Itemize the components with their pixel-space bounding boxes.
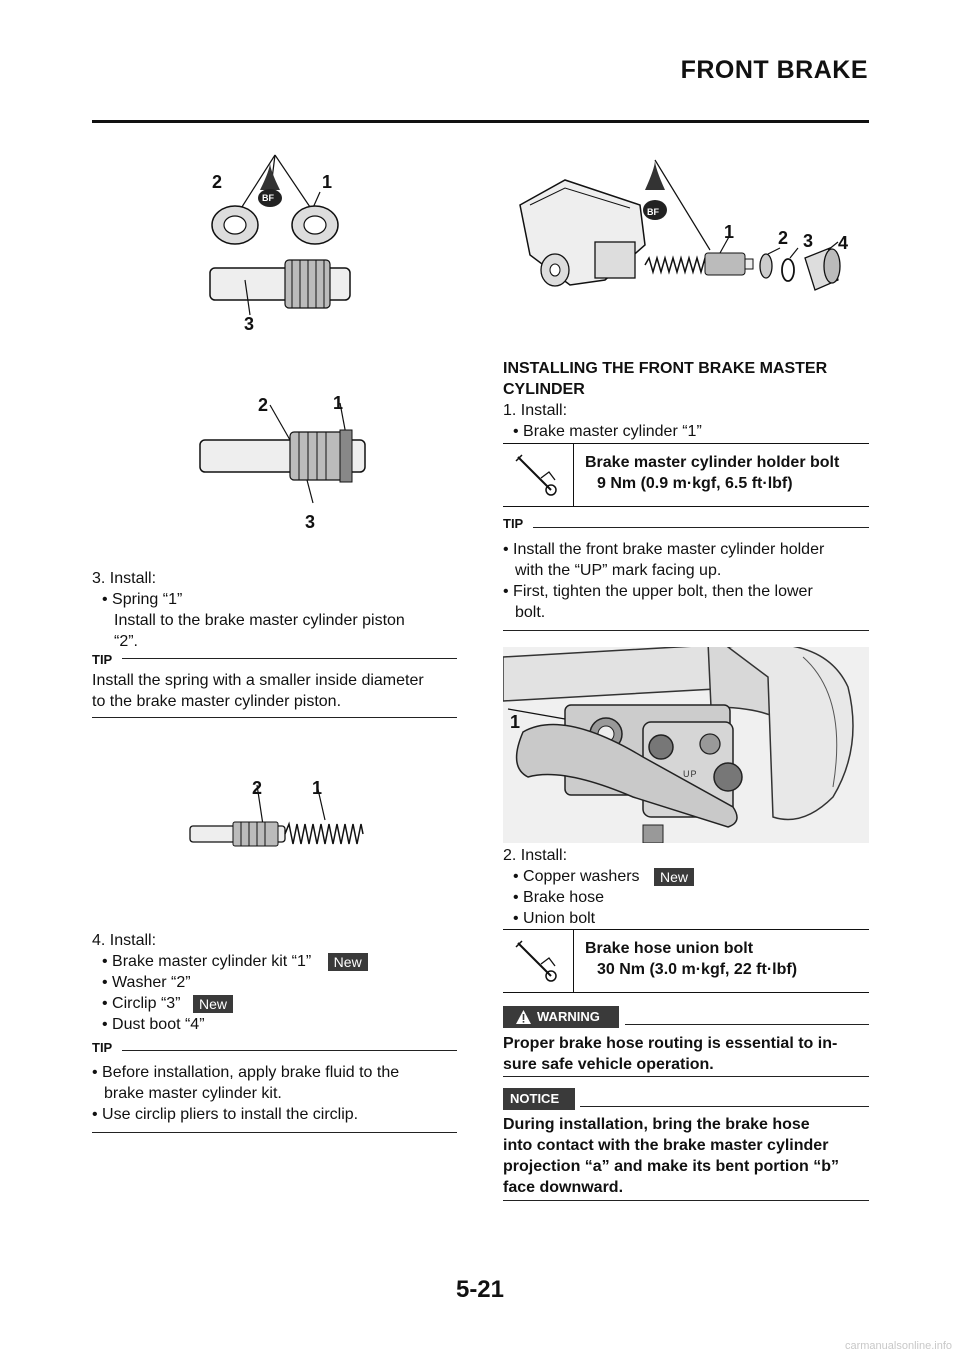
spec-value: 30 Nm (3.0 m·kgf, 22 ft·lbf): [597, 961, 798, 978]
torque-spec-box: [503, 443, 869, 507]
figure-piston-assembled: [195, 395, 375, 505]
spec-value: 9 Nm (0.9 m·kgf, 6.5 ft·lbf): [597, 475, 793, 492]
callout-1: 1: [312, 778, 323, 798]
notice-text: During installation, bring the brake hose: [503, 1116, 810, 1133]
notice-text: projection “a” and make its bent portion “b”: [503, 1158, 840, 1175]
warning-rule: [503, 1076, 869, 1077]
tip-heading: TIP: [92, 652, 113, 667]
step-3-item: • Spring “1”: [102, 591, 183, 608]
step-4-title: 4. Install:: [92, 932, 157, 949]
spec-divider: [573, 444, 574, 506]
step-3-detail: Install to the brake master cylinder piston: [114, 612, 405, 629]
notice-rule: [503, 1200, 869, 1201]
torque-wrench-icon: [513, 452, 563, 498]
page-number: 5-21: [455, 1276, 505, 1303]
torque-wrench-icon: [513, 938, 563, 984]
callout-2: 2: [212, 172, 223, 192]
tip-text: Install the spring with a smaller inside diameter: [92, 672, 424, 689]
step-4-item-text: • Circlip “3”: [102, 995, 181, 1012]
photo-master-cylinder-installed: [503, 647, 869, 843]
brake-fluid-icon: BF: [262, 193, 274, 203]
section-heading: INSTALLING THE FRONT BRAKE MASTER: [503, 360, 828, 377]
notice-label: NOTICE: [510, 1091, 560, 1106]
spec-divider: [573, 930, 574, 992]
tip-rule: [92, 717, 457, 718]
new-badge: New: [193, 995, 233, 1013]
warning-text: sure safe vehicle operation.: [503, 1056, 714, 1073]
notice-text: into contact with the brake master cylinder: [503, 1137, 829, 1154]
step-4-item: • Washer “2”: [102, 974, 191, 991]
tip-text: • Use circlip pliers to install the circlip.: [92, 1106, 359, 1123]
piston-assembled-drawing: [195, 395, 375, 505]
callout-1: 1: [724, 222, 735, 242]
piston-cups-drawing: [200, 150, 380, 340]
torque-spec-box: [503, 929, 869, 993]
callout-3: 3: [244, 314, 255, 334]
step-2-item: [513, 866, 694, 887]
handlebar-photo-drawing: [503, 647, 869, 843]
step-1-item: • Brake master cylinder “1”: [513, 423, 702, 440]
tip-rule: [122, 1050, 457, 1051]
up-mark: UP: [683, 769, 698, 779]
step-3-detail: “2”.: [114, 633, 138, 650]
callout-2: 2: [778, 228, 789, 248]
step-3-title: 3. Install:: [92, 570, 157, 587]
tip-text: with the “UP” mark facing up.: [515, 562, 722, 579]
callout-3: 3: [803, 231, 814, 251]
piston-spring-drawing: [185, 780, 375, 850]
step-2-item-text: • Copper washers: [513, 868, 640, 885]
warning-triangle-icon: [515, 1009, 532, 1025]
warning-label: WARNING: [537, 1009, 600, 1024]
callout-3: 3: [305, 512, 316, 532]
tip-text: to the brake master cylinder piston.: [92, 693, 342, 710]
new-badge: New: [328, 953, 368, 971]
callout-2: 2: [252, 778, 263, 798]
figure-piston-spring: [185, 780, 375, 850]
callout-1: 1: [510, 712, 521, 732]
brake-fluid-icon: BF: [647, 207, 659, 217]
watermark-url: carmanualsonline.info: [844, 1340, 952, 1352]
warning-rule: [625, 1024, 869, 1025]
figure-piston-cups: [200, 150, 380, 340]
section-heading: CYLINDER: [503, 381, 585, 398]
callout-2: 2: [258, 395, 269, 415]
step-4-item: [102, 993, 233, 1014]
tip-text: • Before installation, apply brake fluid to the: [92, 1064, 400, 1081]
page-title: FRONT BRAKE: [680, 56, 868, 84]
tip-heading: TIP: [92, 1040, 113, 1055]
step-2-title: 2. Install:: [503, 847, 568, 864]
tip-rule: [92, 1132, 457, 1133]
notice-text: face downward.: [503, 1179, 624, 1196]
callout-4: 4: [838, 233, 849, 253]
spec-name: Brake master cylinder holder bolt: [585, 454, 840, 471]
notice-rule: [580, 1106, 869, 1107]
new-badge: New: [654, 868, 694, 886]
callout-1: 1: [322, 172, 333, 192]
step-4-item-text: • Brake master cylinder kit “1”: [102, 953, 312, 970]
step-2-item: • Brake hose: [513, 889, 604, 906]
callout-1: 1: [333, 393, 344, 413]
tip-text: bolt.: [515, 604, 546, 621]
step-1-title: 1. Install:: [503, 402, 568, 419]
spec-name: Brake hose union bolt: [585, 940, 754, 957]
warning-badge: [503, 1006, 619, 1028]
notice-badge: [503, 1088, 575, 1110]
header-rule: [92, 120, 869, 123]
tip-text: brake master cylinder kit.: [104, 1085, 282, 1102]
step-2-item: • Union bolt: [513, 910, 596, 927]
tip-text: • First, tighten the upper bolt, then the lower: [503, 583, 813, 600]
warning-text: Proper brake hose routing is essential to in-: [503, 1035, 838, 1052]
tip-rule: [503, 630, 869, 631]
tip-rule: [533, 527, 869, 528]
step-4-item: • Dust boot “4”: [102, 1016, 205, 1033]
tip-heading: TIP: [503, 516, 524, 531]
tip-text: • Install the front brake master cylinder holder: [503, 541, 825, 558]
step-4-item: [102, 951, 368, 972]
tip-rule: [122, 658, 457, 659]
